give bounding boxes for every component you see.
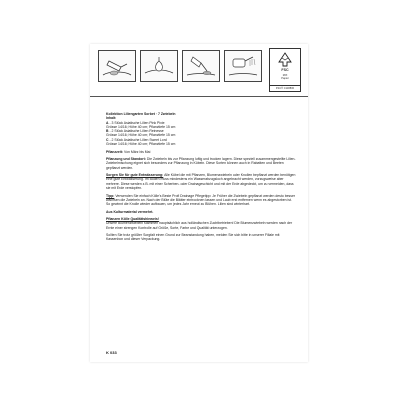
collection-block	[106, 112, 296, 146]
quality-text-1: Unsere Blumenzwiebeln stammen hauptsächlich aus holländischen Zuchtbetrieben! Die Blumenzwiebeln werden nach der Ernte einer strengen Kontrolle auf Größe, Sorte, Farbe und Qualität unterzogen.	[106, 221, 293, 230]
quality-text-2: Sollten Sie trotz größter Sorgfalt einen Grund zur Beanstandung haben, melden Sie sich bitte in unserer Filiale mit Kassenbon und dieser Verpackung.	[106, 233, 280, 242]
material-note-text: Aus Kulturmaterial vermehrt.	[106, 209, 154, 214]
item-letter: B	[106, 129, 109, 134]
watering-step-icon	[224, 50, 262, 82]
package-text	[106, 112, 296, 245]
item-detail: Grösse 14/16; Höhe 40 cm; Pflanztiefe 15 cm	[106, 142, 176, 147]
fsc-logo	[269, 48, 301, 92]
fsc-code: FSC® C118800	[270, 85, 300, 90]
drainage-label: Sorgen Sie für gute Entwässerung:	[106, 173, 164, 178]
package-card	[90, 44, 308, 362]
fsc-tree-icon	[277, 52, 293, 68]
drainage-block	[106, 173, 296, 190]
planting-step-1-icon	[98, 50, 136, 82]
planting-time-value: Von März bis Mai	[123, 149, 151, 154]
complaint-block	[106, 233, 296, 242]
quality-label: Pflanzen Kölle Qualitätshinweis!	[106, 217, 159, 222]
fsc-line-1: MIX	[282, 74, 288, 77]
item-letter: C	[106, 137, 109, 142]
item-name: - 3 Stück Asiatische Lilien Pink Pixie	[109, 120, 165, 125]
planting-step-3-icon	[182, 50, 220, 82]
planting-time	[106, 150, 296, 154]
collection-title: Kollektion Liliengarten Sorbet · 7 Zwiebeln	[106, 112, 176, 116]
location-label: Pflanzung und Standort:	[106, 157, 146, 162]
contents-label: Inhalt:	[106, 116, 117, 121]
planting-time-label: Pflanzzeit:	[106, 149, 123, 154]
tip-text: Verwenden Sie einfach Kölle's Beste Profi Drainage Pflegetipp: Je Früher die Zwiebeln gepflanzt werden desto besser wachsen die Zwiebeln an. Nach der Blüte die Blätter eintrocknen lassen und Laub erst entfernen wenn es abgestorben ist. So gewinnt die Knolle wieder aufbauen, um jedes Jahr erneut zu Blühen. Lilien sind winterhart.	[106, 193, 296, 207]
item-detail: Grösse 14/16; Höhe 40 cm; Pflanztiefe 15 cm	[106, 124, 176, 129]
item-name: - 2 Stück Asiatische Lilien Sweet Lord	[109, 137, 167, 142]
fsc-label: FSC	[281, 68, 289, 72]
location-text: Die Zwiebeln bis zur Pflanzung luftig und trocken lagern. Diese speziell zusammengestellte Lilien-Zwiebelmischung eignet sich besonders zur Pflanzung in Kübeln. Diese Sorten können auch in Rabatten und Beeten gepflanzt werden.	[106, 157, 296, 170]
item-detail: Grösse 14/16; Höhe 40 cm; Pflanztiefe 15 cm	[106, 133, 176, 138]
quality-block	[106, 217, 296, 230]
article-code: K 033	[106, 350, 117, 355]
tip-label: Tipp:	[106, 193, 115, 198]
drainage-text: Alle Kübel die mit Pflanzen, Blumenzwiebeln oder Knollen bepflanzt werden benötigen eine gute Entwässerung. Im Boden muss mindestens ein Wasserabzugsloch angebracht werden, vorzugsweise aber mehrere. Diese werden z.B. mit einer Scherben- oder Drainageschicht und mit der Erde abgedeckt, um zu vermeiden, dass sie mit Erde verstopfen.	[106, 173, 296, 191]
planting-step-2-icon	[140, 50, 178, 82]
instruction-band	[90, 44, 308, 97]
location-block	[106, 157, 296, 170]
item-letter: A	[106, 120, 109, 125]
tip-block	[106, 194, 296, 207]
item-name: - 2 Stück Asiatische Lilien Reinesse	[109, 129, 164, 134]
material-note	[106, 210, 296, 214]
fsc-line-2: Papier	[281, 77, 289, 80]
